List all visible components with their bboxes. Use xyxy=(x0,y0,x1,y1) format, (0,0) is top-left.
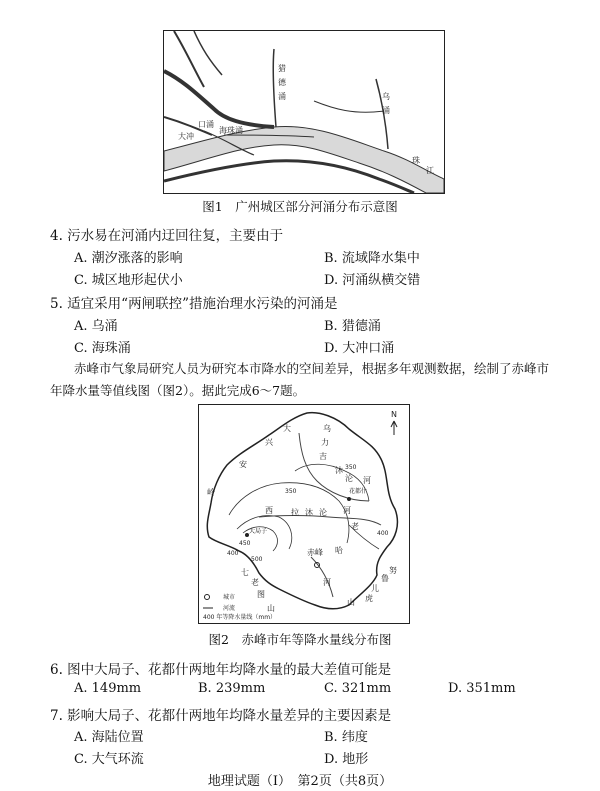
intro-line-2: 年降水量等值线图（图2）。据此完成6～7题。 xyxy=(50,383,306,398)
iso-400a: 400 xyxy=(377,530,389,537)
label-la: 拉 xyxy=(291,508,299,517)
q7-option-b[interactable]: B. 纬度 xyxy=(324,730,368,745)
label-he3: 河 xyxy=(323,578,331,587)
label-lao: 老 xyxy=(351,522,359,531)
q7-stem: 7. 影响大局子、花都什两地年均降水量差异的主要因素是 xyxy=(50,708,392,724)
north-arrow-icon xyxy=(391,421,397,435)
label-mu: 沐 xyxy=(335,466,343,475)
label-lun2: 沦 xyxy=(319,508,327,517)
q4-option-b[interactable]: B. 流域降水集中 xyxy=(324,251,420,266)
iso-400b: 400 xyxy=(227,550,239,557)
label-an: 安 xyxy=(239,460,247,469)
iso-350a: 350 xyxy=(285,488,297,495)
q6-option-c[interactable]: C. 321mm xyxy=(324,681,392,696)
label-tu: 图 xyxy=(257,590,265,599)
figure2-map-svg xyxy=(199,405,409,623)
q7-option-d[interactable]: D. 地形 xyxy=(324,752,369,767)
page-footer: 地理试题（Ⅰ） 第2页（共8页） xyxy=(207,774,393,789)
liede-stream xyxy=(273,49,276,127)
q5-option-b[interactable]: B. 猎德涌 xyxy=(324,319,381,334)
label-xing: 兴 xyxy=(265,438,273,447)
q7-option-a[interactable]: A. 海陆位置 xyxy=(74,730,144,745)
figure1-map-svg xyxy=(164,31,444,193)
label-ji: 吉 xyxy=(319,452,327,461)
q5-option-c[interactable]: C. 海珠涌 xyxy=(74,341,131,356)
label-ha: 哈 xyxy=(335,546,343,555)
legend-river-label: 河流 xyxy=(223,605,236,612)
q5-option-d[interactable]: D. 大冲口涌 xyxy=(324,341,395,356)
q4-option-a[interactable]: A. 潮汐涨落的影响 xyxy=(74,251,183,266)
q6-stem: 6. 图中大局子、花都什两地年均降水量的最大差值可能是 xyxy=(50,662,392,678)
q4-option-d[interactable]: D. 河涌纵横交错 xyxy=(324,273,421,288)
river-branch xyxy=(314,101,384,112)
label-hu: 虎 xyxy=(365,594,373,603)
label-lao2: 老 xyxy=(251,578,259,587)
dachong-label-2: 口涌 xyxy=(198,120,214,129)
legend-isoline-label: 400 年等降水量线（mm） xyxy=(203,614,277,621)
iso-500: 500 xyxy=(251,556,263,563)
q6-option-d[interactable]: D. 351mm xyxy=(448,681,516,696)
dachong-label: 大冲 xyxy=(178,132,194,141)
figure2-map xyxy=(198,404,410,624)
dajuzi-label: 大局子 xyxy=(249,528,268,535)
q4-stem: 4. 污水易在河涌内迂回往复，主要由于 xyxy=(50,228,284,244)
label-shan2: 山 xyxy=(347,598,355,607)
q5-option-a[interactable]: A. 乌涌 xyxy=(74,319,118,334)
label-li: 力 xyxy=(321,438,329,447)
label-wu: 乌 xyxy=(323,424,331,433)
label-lu: 鲁 xyxy=(381,574,389,583)
figure1-caption: 图1 广州城区部分河涌分布示意图 xyxy=(202,199,398,214)
liede-label: 猎 德 涌 xyxy=(278,64,286,101)
city-boundary xyxy=(207,413,397,609)
huaduoshi-label: 花都什 xyxy=(349,488,368,495)
figure1-map xyxy=(163,30,445,194)
haizhu-label: 海珠涌 xyxy=(219,126,243,135)
chifeng-label: 赤峰 xyxy=(307,548,323,557)
label-qi: 七 xyxy=(241,568,249,577)
river-branch xyxy=(164,71,274,127)
q5-stem: 5. 适宜采用“两闸联控”措施治理水污染的河涌是 xyxy=(50,296,338,312)
label-he2: 河 xyxy=(343,506,351,515)
intro-line-1: 赤峰市气象局研究人员为研究本市降水的空间差异，根据多年观测数据，绘制了赤峰市 xyxy=(74,361,550,376)
iso-450: 450 xyxy=(239,540,251,547)
label-nu: 努 xyxy=(389,566,397,575)
zhujiang-label: 珠 江 xyxy=(412,156,434,175)
label-ling: 岭 xyxy=(207,488,215,497)
figure2-caption: 图2 赤峰市年等降水量线分布图 xyxy=(208,632,392,647)
iso-350b: 350 xyxy=(345,464,357,471)
label-da: 大 xyxy=(283,424,291,433)
label-xi: 西 xyxy=(265,506,273,515)
label-er: 儿 xyxy=(371,584,379,593)
wuyong-label: 乌 涌 xyxy=(382,92,390,115)
huaduoshi-point xyxy=(347,497,351,501)
q4-option-c[interactable]: C. 城区地形起伏小 xyxy=(74,273,183,288)
q7-option-c[interactable]: C. 大气环流 xyxy=(74,752,144,767)
north-arrow-label: N xyxy=(391,410,397,419)
label-shan: 山 xyxy=(267,604,275,613)
label-he: 河 xyxy=(363,476,371,485)
label-mu2: 沐 xyxy=(305,508,313,517)
q6-option-a[interactable]: A. 149mm xyxy=(74,681,142,696)
legend-city-label: 城市 xyxy=(223,594,236,601)
legend-city-icon xyxy=(205,595,210,600)
label-lun: 沦 xyxy=(345,474,353,483)
q6-option-b[interactable]: B. 239mm xyxy=(198,681,266,696)
river-branch xyxy=(194,31,222,75)
